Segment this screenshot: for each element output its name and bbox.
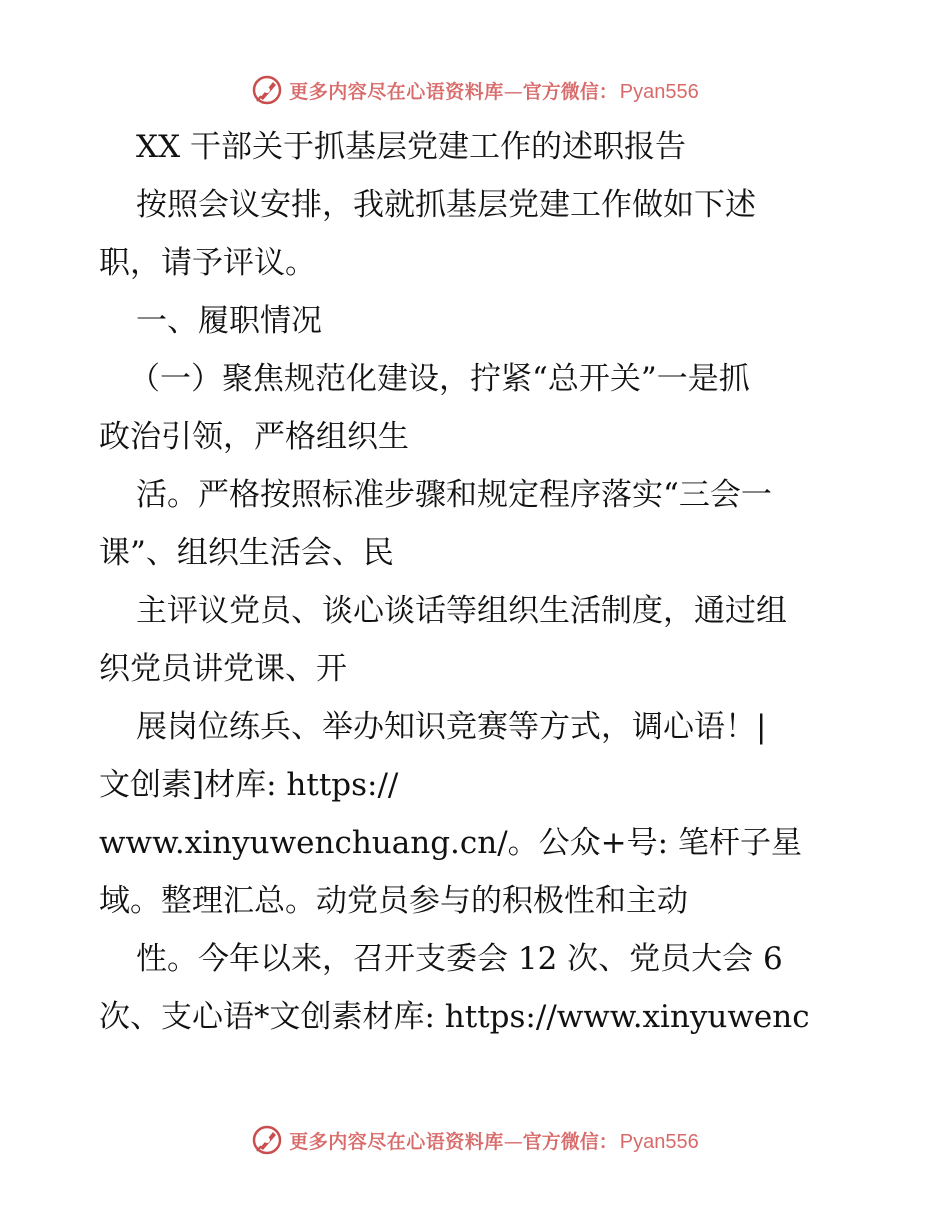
feather-pen-logo-icon [251,1124,283,1156]
paragraph-line: 活。严格按照标准步骤和规定程序落实“三会一 [136,477,772,513]
paragraph-line: 性。今年以来，召开支委会 12 次、党员大会 6 [136,941,783,977]
banner-dash: — [503,1130,523,1153]
feather-pen-logo-icon [251,74,283,106]
paragraph-line: www.xinyuwenchuang.cn/。公众+号: 笔杆子星 [99,825,802,861]
paragraph-line: 次、支心语*文创素材库: https://www.xinyuwenc [99,999,810,1035]
paragraph-line: 课”、组织生活会、民 [99,535,394,571]
paragraph-line: 展岗位练兵、举办知识竞赛等方式，调心语！| [136,709,767,745]
section-heading: 一、履职情况 [136,303,322,339]
banner-wechat-label: 官方微信： [522,80,618,103]
paragraph-line: 主评议党员、谈心谈话等组织生活制度，通过组 [136,593,787,629]
banner-wechat-id: Pyan556 [619,1130,699,1153]
footer-watermark-banner [0,1122,950,1158]
banner-wechat-id: Pyan556 [619,80,699,103]
paragraph-line: 织党员讲党课、开 [99,651,347,687]
paragraph-line: 职，请予评议。 [99,245,316,281]
banner-wechat-label: 官方微信： [522,1130,618,1153]
paragraph-line: （一）聚焦规范化建设，拧紧“总开关”一是抓 [129,361,750,397]
document-body [99,118,859,1046]
paragraph-line: 域。整理汇总。动党员参与的积极性和主动 [99,883,688,919]
banner-dash: — [503,80,523,103]
banner-main-text: 更多内容尽在心语资料库 [289,80,504,103]
paragraph-line: 按照会议安排，我就抓基层党建工作做如下述 [136,187,756,223]
paragraph-line: 文创素]材库: https:// [99,767,399,803]
banner-main-text: 更多内容尽在心语资料库 [289,1130,504,1153]
header-watermark-banner [0,72,950,108]
paragraph-line: 政治引领，严格组织生 [99,419,409,455]
document-title: XX 干部关于抓基层党建工作的述职报告 [136,129,686,165]
